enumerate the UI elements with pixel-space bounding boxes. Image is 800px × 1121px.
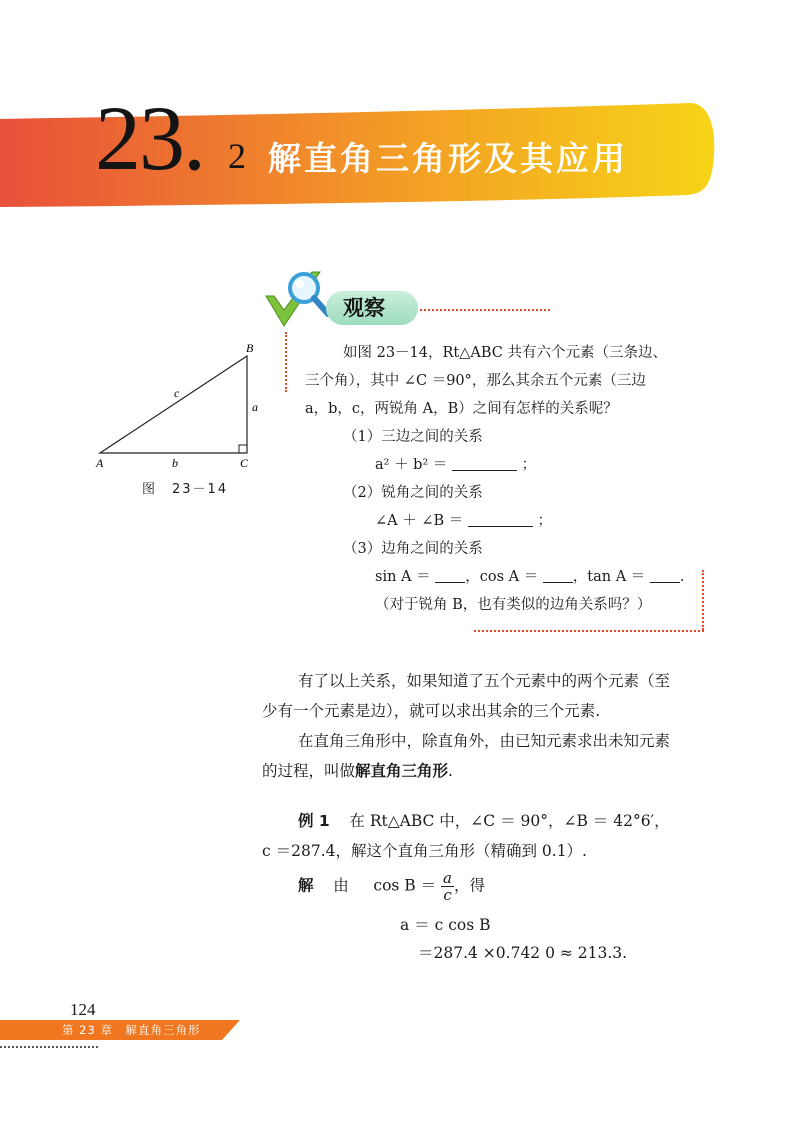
example-1-line-2: c ＝287.4，解这个直角三角形（精确到 0.1）. bbox=[262, 842, 587, 860]
solution-line-1 bbox=[298, 870, 485, 903]
paragraph-2-line-2 bbox=[262, 756, 453, 786]
item-2-end: ； bbox=[537, 513, 552, 529]
observe-right-border bbox=[702, 570, 704, 630]
footer-chapter-title: 第 23 章 解直角三角形 bbox=[62, 1023, 201, 1037]
section-subnumber: 2 bbox=[228, 136, 246, 176]
item-1-blank bbox=[452, 454, 517, 471]
item-3-note: （对于锐角 B，也有类似的边角关系吗？） bbox=[375, 597, 652, 613]
fraction-numerator: a bbox=[443, 869, 452, 887]
keyword-solve-right-triangle: 解直角三角形 bbox=[355, 761, 449, 780]
item-3-label: （3）边角之间的关系 bbox=[343, 541, 483, 557]
sin-blank bbox=[435, 566, 465, 583]
cos-blank bbox=[543, 566, 573, 583]
cos-expr: ，cos A ＝ bbox=[465, 569, 539, 585]
figure-caption: 图 23－14 bbox=[142, 482, 229, 497]
observe-bottom-border bbox=[474, 630, 704, 632]
solution-by: 由 bbox=[333, 876, 349, 895]
observe-left-border bbox=[285, 332, 287, 392]
vertex-a-label: A bbox=[96, 456, 104, 470]
paragraph-2-line-1: 在直角三角形中，除直角外，由已知元素求出未知元素 bbox=[298, 732, 671, 750]
solution-get: ，得 bbox=[454, 876, 486, 895]
right-angle-marker bbox=[239, 445, 247, 453]
item-1-expr: a² ＋ b² ＝ bbox=[375, 457, 448, 473]
paragraph-2-pre: 的过程，叫做 bbox=[262, 762, 356, 780]
tan-blank bbox=[650, 566, 680, 583]
item-3-end: . bbox=[679, 569, 685, 585]
section-title: 解直角三角形及其应用 bbox=[268, 139, 628, 178]
paragraph-2-post: . bbox=[448, 762, 453, 780]
cos-b-expr: cos B ＝ bbox=[373, 876, 437, 895]
tan-expr: ，tan A ＝ bbox=[572, 569, 646, 585]
observe-intro-line-2: 三个角），其中 ∠C ＝90°，那么其余五个元素（三边 bbox=[305, 373, 646, 389]
example-1-line-1 bbox=[298, 806, 670, 836]
item-1-label: （1）三边之间的关系 bbox=[343, 429, 483, 445]
footer-dotted-rule bbox=[0, 1046, 98, 1048]
section-number: 23. bbox=[95, 87, 204, 189]
item-2-equation bbox=[375, 507, 552, 535]
observe-top-border bbox=[420, 309, 550, 311]
item-3-equation bbox=[375, 563, 685, 591]
paragraph-1-line-1: 有了以上关系，如果知道了五个元素中的两个元素（至 bbox=[298, 672, 671, 690]
solution-label: 解 bbox=[298, 876, 314, 895]
item-2-expr: ∠A ＋ ∠B ＝ bbox=[375, 513, 464, 529]
observe-intro-line-3: a，b，c，两锐角 A，B）之间有怎样的关系呢？ bbox=[305, 401, 618, 417]
fraction-denominator: c bbox=[443, 886, 452, 904]
right-triangle-figure bbox=[90, 340, 270, 475]
item-1-end: ； bbox=[521, 457, 537, 473]
page-number: 124 bbox=[70, 1000, 96, 1019]
observe-label: 观察 bbox=[343, 296, 385, 320]
example-1-label: 例 1 bbox=[298, 812, 330, 830]
item-2-blank bbox=[468, 510, 533, 527]
item-2-label: （2）锐角之间的关系 bbox=[343, 485, 483, 501]
example-1-statement: 在 Rt△ABC 中，∠C ＝ 90°，∠B ＝ 42°6′， bbox=[349, 812, 670, 830]
vertex-c-label: C bbox=[240, 456, 249, 470]
paragraph-1-line-2: 少有一个元素是边），就可以求出其余的三个元素. bbox=[262, 702, 601, 720]
side-b-label: b bbox=[172, 456, 178, 470]
side-a-label: a bbox=[252, 400, 258, 414]
sin-expr: sin A ＝ bbox=[375, 569, 431, 585]
solution-equation-1: a ＝ c cos B bbox=[400, 916, 491, 934]
vertex-b-label: B bbox=[246, 341, 254, 355]
fraction-a-over-c bbox=[441, 870, 454, 903]
item-1-equation bbox=[375, 451, 536, 479]
side-c-label: c bbox=[174, 386, 180, 400]
solution-equation-2: ＝287.4 ×0.742 0 ≈ 213.3. bbox=[418, 944, 628, 962]
observe-intro-line-1: 如图 23－14，Rt△ABC 共有六个元素（三条边、 bbox=[343, 345, 668, 361]
triangle-shape bbox=[100, 356, 247, 453]
